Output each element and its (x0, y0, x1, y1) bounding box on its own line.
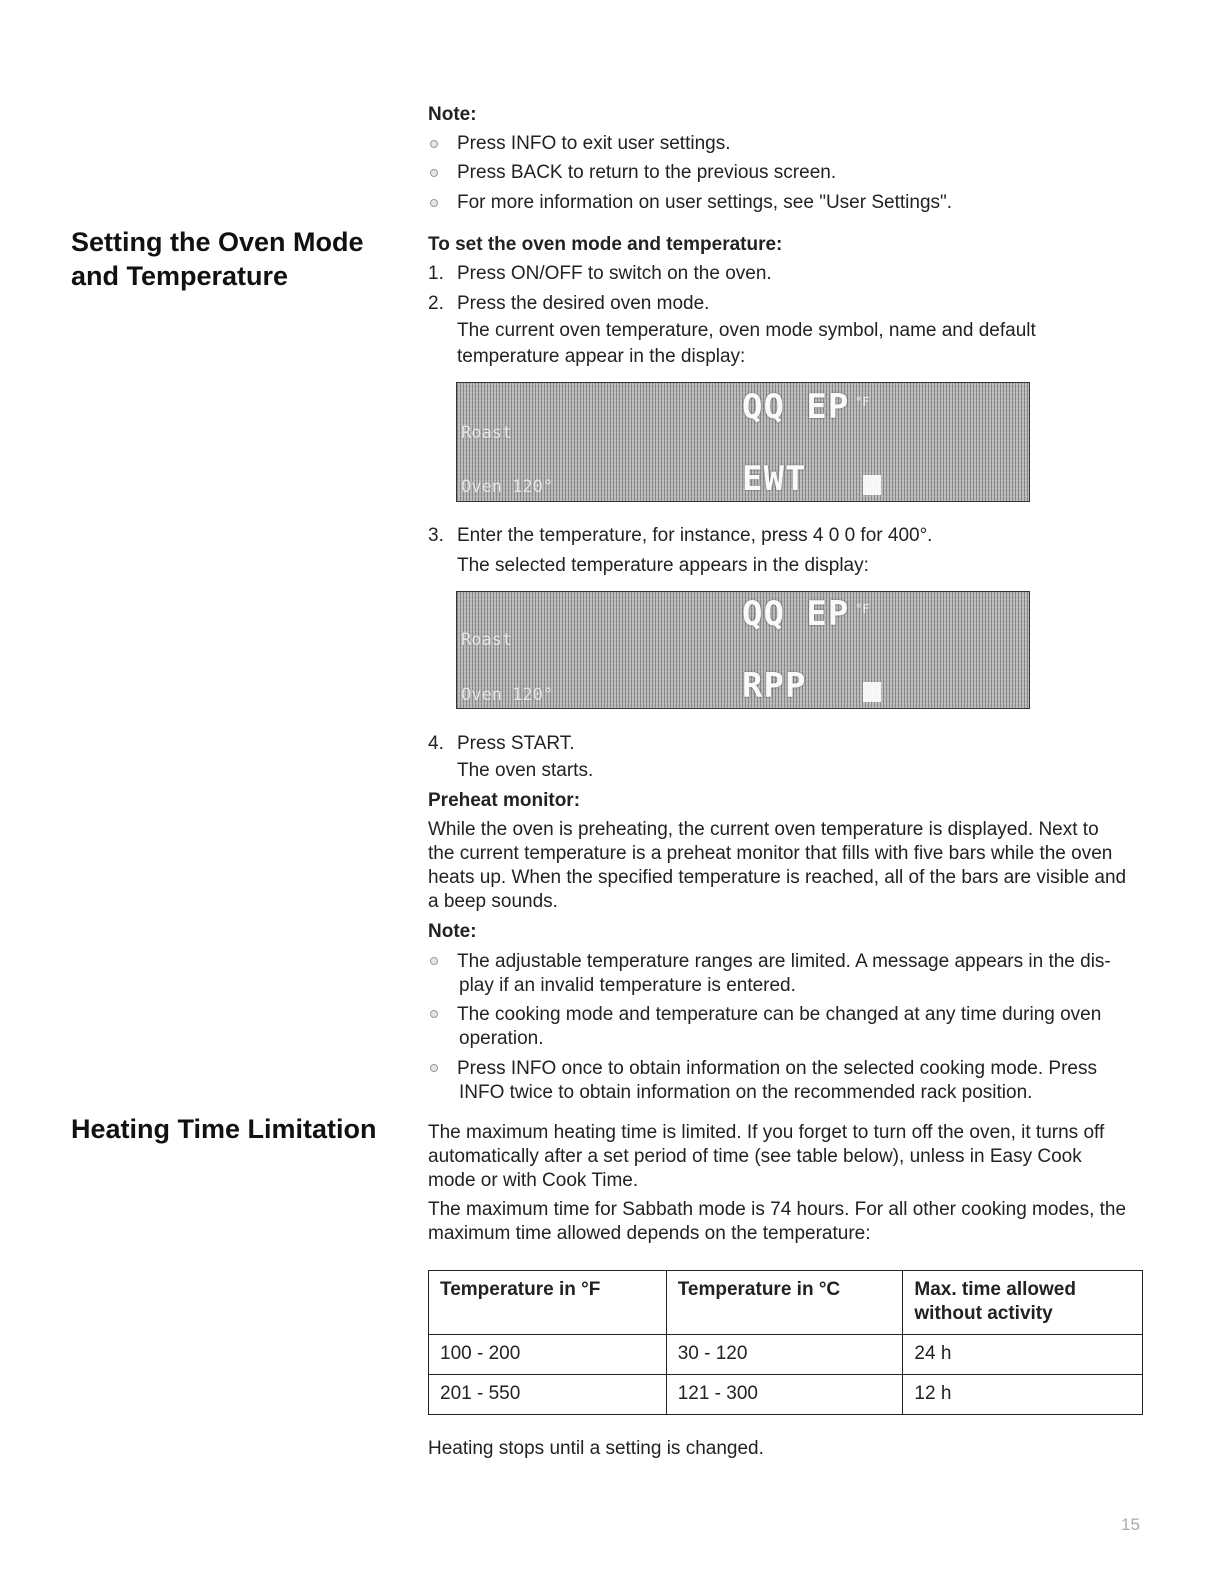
note-label: Note: (428, 921, 477, 942)
table-header-celsius: Temperature in °C (666, 1271, 903, 1335)
step-text: Press the desired oven mode. (457, 293, 710, 314)
note-item: The cooking mode and temperature can be changed at any time during oven (457, 1004, 1102, 1025)
table-header-fahrenheit: Temperature in °F (429, 1271, 667, 1335)
limitation-text: The maximum time for Sabbath mode is 74 hours. For all other cooking modes, the (428, 1199, 1127, 1220)
display-unit: °F (855, 602, 870, 616)
table-cell: 24 h (903, 1335, 1143, 1375)
preheat-text: While the oven is preheating, the current oven temperature is displayed. Next to (428, 819, 1099, 840)
section-heading-line: Setting the Oven Mode (71, 227, 364, 257)
section-heading-oven-mode (71, 225, 364, 293)
display-oven-temperature: Oven 120° (461, 685, 554, 705)
table-header-line: Max. time allowed (914, 1279, 1076, 1300)
section-heading-line: and Temperature (71, 261, 289, 291)
preheat-text: heats up. When the specified temperature is reached, all of the bars are visible and (428, 867, 1127, 888)
table-cell: 30 - 120 (666, 1335, 903, 1375)
page-number: 15 (1121, 1515, 1140, 1534)
limitation-text: mode or with Cook Time. (428, 1170, 639, 1191)
step-detail: The oven starts. (457, 760, 594, 781)
display-mode-name: Roast (461, 630, 513, 650)
note-item: The adjustable temperature ranges are limited. A message appears in the dis- (457, 951, 1111, 972)
table-header-max-time (903, 1271, 1143, 1335)
note-item: Press BACK to return to the previous screen. (457, 162, 837, 183)
step-number: 2. (428, 293, 444, 314)
bullet-icon (430, 1064, 438, 1072)
footer-note: Heating stops until a setting is changed. (428, 1438, 764, 1459)
display-oven-temperature: Oven 120° (461, 477, 554, 497)
heating-time-table (428, 1270, 1143, 1415)
procedure-heading: To set the oven mode and temperature: (428, 234, 783, 255)
step-detail: temperature appear in the display: (457, 346, 746, 367)
table-cell: 100 - 200 (429, 1335, 667, 1375)
preheat-bar-icon (863, 682, 881, 702)
display-mode-name: Roast (461, 423, 513, 443)
display-temperature-value: RPP (742, 666, 807, 706)
table-row (429, 1335, 1143, 1375)
note-label: Note: (428, 104, 477, 125)
step-number: 3. (428, 525, 444, 546)
table-header-row (429, 1271, 1143, 1335)
display-mode-symbol: QQ EP (742, 594, 850, 634)
preheat-text: the current temperature is a preheat monitor that fills with five bars while the oven (428, 843, 1113, 864)
table-cell: 201 - 550 (429, 1375, 667, 1415)
display-unit: °F (855, 395, 870, 409)
step-detail: The selected temperature appears in the display: (457, 555, 869, 576)
note-item: For more information on user settings, see "User Settings". (457, 192, 953, 213)
limitation-text: automatically after a set period of time (see table below), unless in Easy Cook (428, 1146, 1082, 1167)
table-cell: 121 - 300 (666, 1375, 903, 1415)
note-item: Press INFO once to obtain information on the selected cooking mode. Press (457, 1058, 1097, 1079)
note-item: Press INFO to exit user settings. (457, 133, 731, 154)
bullet-icon (430, 957, 438, 965)
display-mode-symbol: QQ EP (742, 387, 850, 427)
preheat-label: Preheat monitor: (428, 790, 581, 811)
step-text: Press ON/OFF to switch on the oven. (457, 263, 772, 284)
step-text: Press START. (457, 733, 575, 754)
preheat-bar-icon (863, 475, 881, 495)
limitation-text: The maximum heating time is limited. If you forget to turn off the oven, it turns off (428, 1122, 1105, 1143)
bullet-icon (430, 1010, 438, 1018)
step-detail: The current oven temperature, oven mode symbol, name and default (457, 320, 1036, 341)
bullet-icon (430, 169, 438, 177)
section-heading-heating-time: Heating Time Limitation (71, 1114, 377, 1144)
step-number: 1. (428, 263, 444, 284)
preheat-text: a beep sounds. (428, 891, 558, 912)
table-row (429, 1375, 1143, 1415)
note-item: play if an invalid temperature is entered. (459, 975, 796, 996)
table-header-line: without activity (914, 1303, 1053, 1324)
table-cell: 12 h (903, 1375, 1143, 1415)
note-item: operation. (459, 1028, 544, 1049)
oven-display-default (456, 382, 1030, 502)
step-text: Enter the temperature, for instance, press 4 0 0 for 400°. (457, 525, 933, 546)
step-number: 4. (428, 733, 444, 754)
limitation-text: maximum time allowed depends on the temperature: (428, 1223, 871, 1244)
display-temperature-value: EWT (742, 459, 807, 499)
bullet-icon (430, 199, 438, 207)
oven-display-selected (456, 591, 1030, 709)
bullet-icon (430, 140, 438, 148)
note-item: INFO twice to obtain information on the recommended rack position. (459, 1082, 1033, 1103)
